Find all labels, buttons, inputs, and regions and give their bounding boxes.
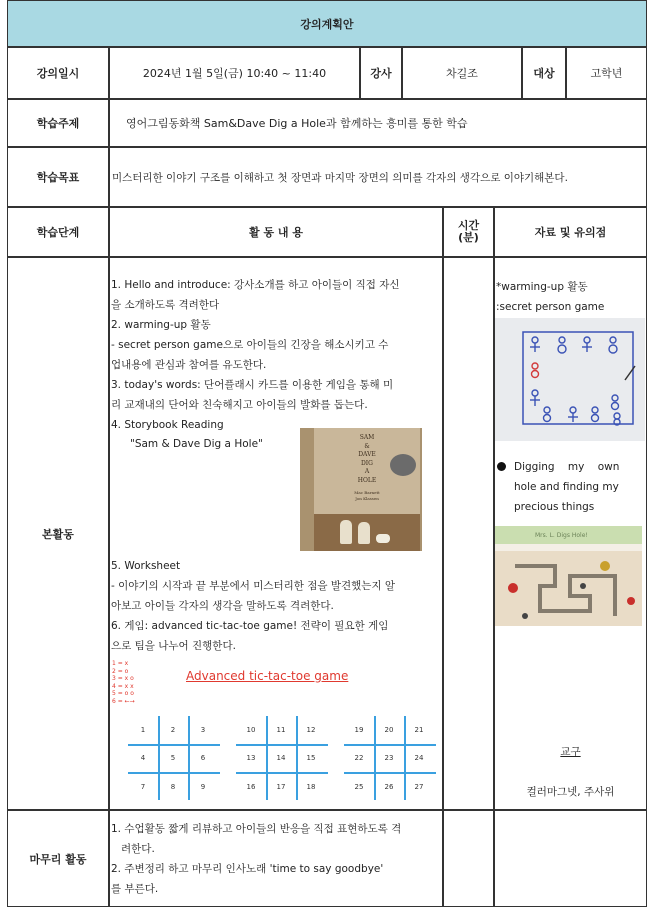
bullet-line: hole and finding my xyxy=(514,481,619,493)
book-cover-image xyxy=(300,428,422,551)
closing-line: 1. 수업활동 짧게 리뷰하고 아이들의 반응을 직접 표현하도록 격 xyxy=(111,823,402,835)
grid-cell-number: 19 xyxy=(354,726,364,734)
cover-line: DIG xyxy=(361,459,373,467)
page-title: 강의계획안 xyxy=(7,0,647,47)
closing-text xyxy=(111,819,441,899)
warmup-note xyxy=(496,277,646,317)
bullet-dot xyxy=(497,462,506,471)
grid-cell-number: 4 xyxy=(140,754,146,762)
grid-cell-number: 26 xyxy=(384,783,394,791)
activity-text-2 xyxy=(111,556,441,656)
book-cover-figure xyxy=(340,520,352,544)
activity-line: 5. Worksheet xyxy=(111,560,181,572)
activity-line: - secret person game으로 아이들의 긴장을 해소시키고 수 xyxy=(111,339,389,351)
grid-cell-number: 8 xyxy=(170,783,176,791)
target-label: 대상 xyxy=(522,47,566,99)
book-cover-dog xyxy=(376,534,390,543)
activity-text-1 xyxy=(111,275,441,435)
grid-cell-number: 6 xyxy=(200,754,206,762)
legend-item: 6 = ←→ xyxy=(112,697,135,705)
col-time-line1: 시간 xyxy=(457,219,480,232)
grid-cell-number: 21 xyxy=(414,726,424,734)
book-cover-stone xyxy=(390,454,416,476)
cover-line: HOLE xyxy=(357,476,377,484)
closing-line: 를 부른다. xyxy=(111,883,159,895)
activity-line: 업내용에 관심과 참여를 유도한다. xyxy=(111,359,267,371)
tools-value: 컬러마그넷, 주사위 xyxy=(526,786,615,798)
grid-cell-number: 3 xyxy=(200,726,206,734)
main-time-cell xyxy=(443,257,494,810)
topic-label: 학습주제 xyxy=(7,99,109,147)
game-legend xyxy=(112,660,135,705)
book-cover-figure xyxy=(358,522,370,544)
legend-item: 1 = x xyxy=(112,660,129,667)
closing-line: 2. 주변정리 하고 마무리 인사노래 'time to say goodbye' xyxy=(111,863,384,875)
grid-cell-number: 2 xyxy=(170,726,176,734)
grid-cell-number: 12 xyxy=(306,726,316,734)
closing-time-cell xyxy=(443,810,494,907)
cover-line: A xyxy=(364,468,370,475)
grid-cell-number: 20 xyxy=(384,726,394,734)
cover-line: & xyxy=(364,442,370,450)
grid-cell-number: 24 xyxy=(414,754,424,762)
activity-line: 3. today's words: 단어플래시 카드를 이용한 게임을 통해 미 xyxy=(111,379,394,391)
activity-line: 2. warming-up 활동 xyxy=(111,319,211,331)
main-stage: 본활동 xyxy=(7,257,109,810)
legend-item: 3 = x o xyxy=(112,675,134,682)
goal-label: 학습목표 xyxy=(7,147,109,207)
target-value: 고학년 xyxy=(566,47,647,99)
legend-item: 5 = o o xyxy=(112,690,134,697)
col-activity: 활 동 내 용 xyxy=(109,207,443,257)
bullet-line: Digging my own xyxy=(514,461,620,473)
warmup-line: :secret person game xyxy=(496,301,605,313)
grid-cell-number: 23 xyxy=(384,754,394,762)
instructor-value: 차길조 xyxy=(402,47,522,99)
grid-cell-number: 22 xyxy=(354,754,364,762)
grid-cell-number: 1 xyxy=(140,726,146,734)
tools-label: 교구 xyxy=(560,746,581,758)
instructor-label: 강사 xyxy=(360,47,402,99)
grid-cell-number: 11 xyxy=(276,726,286,734)
legend-item: 2 = o xyxy=(112,667,129,675)
worksheet-image xyxy=(495,526,642,626)
activity-line: - 이야기의 시작과 끝 부분에서 미스터리한 점을 발견했는지 알 xyxy=(111,580,396,592)
tic-tac-toe-grid-1 xyxy=(128,716,220,800)
closing-stage: 마무리 활동 xyxy=(7,810,109,907)
activity-line: 리 교재내의 단어와 친숙해지고 아이들의 발화를 돕는다. xyxy=(111,399,368,411)
grid-cell-number: 27 xyxy=(414,783,424,791)
book-author: Mac Barnett xyxy=(354,490,380,495)
activity-line: 6. 게임: advanced tic-tac-toe game! 전략이 필요한 게임 xyxy=(111,620,389,632)
grid-cell-number: 5 xyxy=(170,754,176,762)
book-cover-credits xyxy=(318,490,416,502)
cover-line: SAM xyxy=(359,434,375,441)
date-label: 강의일시 xyxy=(7,47,109,99)
goal-value: 미스터리한 이야기 구조를 이해하고 첫 장면과 마지막 장면의 의미를 각자의 생각으로 이야기해본다. xyxy=(109,147,647,207)
worksheet-drawing xyxy=(495,526,642,626)
legend-item: 4 = x x xyxy=(112,682,134,690)
grid-cell-number: 9 xyxy=(200,783,206,791)
grid-cell-number: 10 xyxy=(246,726,256,734)
warmup-line: *warming-up 활동 xyxy=(496,281,588,293)
tic-tac-toe-grid-2 xyxy=(236,716,328,800)
board-drawing xyxy=(495,318,645,441)
grid-cell-number: 16 xyxy=(246,783,256,791)
grid-cell-number: 7 xyxy=(140,783,146,791)
grid-cell-number: 25 xyxy=(354,783,364,791)
grid-cell-number: 18 xyxy=(306,783,316,791)
activity-line: 을 소개하도록 격려한다 xyxy=(111,299,220,311)
game-title: Advanced tic-tac-toe game xyxy=(186,669,349,683)
cover-line: DAVE xyxy=(358,451,376,458)
book-quote: "Sam & Dave Dig a Hole" xyxy=(130,438,263,450)
activity-line: 1. Hello and introduce: 강사소개를 하고 아이들이 직접 자신 xyxy=(111,279,400,291)
bullet-line: precious things xyxy=(514,501,595,513)
secret-person-board-image xyxy=(495,318,645,441)
activity-line: 4. Storybook Reading xyxy=(111,419,224,431)
activity-line: 으로 팀을 나누어 진행한다. xyxy=(111,640,236,652)
grid-cell-number: 15 xyxy=(306,754,316,762)
grid-cell-number: 14 xyxy=(276,754,286,762)
activity-line: 아보고 아이들 각자의 생각을 말하도록 격려한다. xyxy=(111,600,334,612)
col-time-line2: (분) xyxy=(458,231,479,244)
col-time xyxy=(443,207,494,257)
col-materials: 자료 및 유의점 xyxy=(494,207,647,257)
grid-cell-number: 13 xyxy=(246,754,256,762)
tic-tac-toe-grid-3 xyxy=(344,716,436,800)
bullet-text xyxy=(514,457,645,517)
closing-materials-cell xyxy=(494,810,647,907)
topic-value: 영어그림동화책 Sam&Dave Dig a Hole과 함께하는 흥미를 통한 학습 xyxy=(109,99,647,147)
book-illustrator: Jon Klassen xyxy=(355,496,379,501)
col-stage: 학습단계 xyxy=(7,207,109,257)
grid-cell-number: 17 xyxy=(276,783,286,791)
closing-line: 려한다. xyxy=(111,843,155,855)
date-value: 2024년 1월 5일(금) 10:40 ~ 11:40 xyxy=(109,47,360,99)
